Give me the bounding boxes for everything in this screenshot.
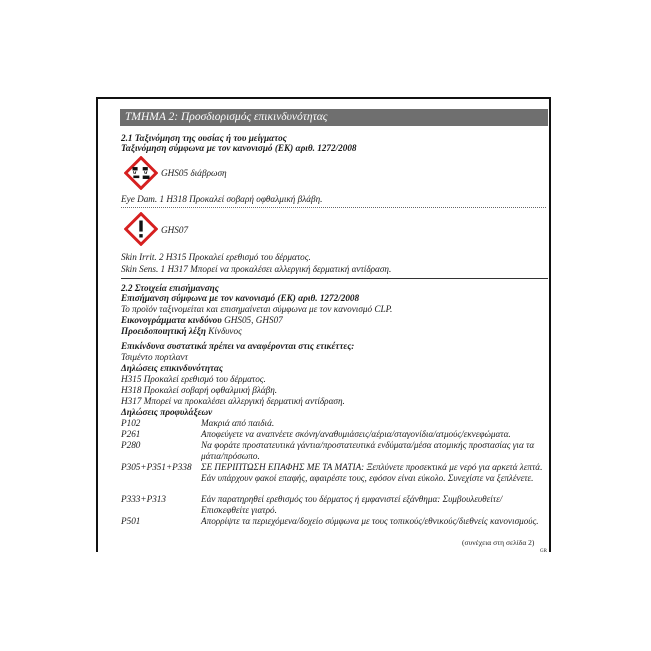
- precaution-text: Εάν παρατηρηθεί ερεθισμός του δέρματος ή εμφανιστεί εξάνθημα: Συμβουλευθείτε/Επισκεφθείτε γιατρό.: [201, 494, 503, 515]
- section-divider: [121, 278, 548, 279]
- hazard-statements-label: Δηλώσεις επικινδυνότητας: [121, 363, 224, 373]
- ghs07-exclamation-icon: [124, 212, 158, 246]
- precaution-code: P305+P351+P338: [121, 462, 192, 472]
- signal-word-line: [121, 326, 242, 337]
- page-corner-mark: GR: [540, 549, 547, 554]
- precaution-text: Αποφεύγετε να αναπνέετε σκόνη/αναθυμιάσεις/αέρια/σταγονίδια/ατμούς/εκνεφώματα.: [201, 429, 511, 439]
- continued-note: (συνέχεια στη σελίδα 2): [462, 538, 535, 547]
- clp-line: Το προϊόν ταξινομείται και επισημαίνεται σύμφωνα με τον κανονισμό CLP.: [121, 304, 393, 314]
- precaution-statements-label: Δηλώσεις προφυλάξεων: [121, 407, 213, 417]
- precaution-text: ΣΕ ΠΕΡΙΠΤΩΣΗ ΕΠΑΦΗΣ ΜΕ ΤΑ ΜΑΤΙΑ: Ξεπλύνετε προσεκτικά με νερό για αρκετά λεπτά. Εάν υπάρχουν φακοί επαφής, αφαιρέστε τους, εφόσον είναι εύκολο. Συνεχίστε να ξεπλένετε.: [201, 462, 543, 483]
- precaution-text: Μακριά από παιδιά.: [201, 418, 275, 428]
- skin-irrit-line: Skin Irrit. 2 H315 Προκαλεί ερεθισμό του δέρματος.: [121, 252, 311, 262]
- h318-line: H318 Προκαλεί σοβαρή οφθαλμική βλάβη.: [121, 385, 278, 395]
- ghs05-label: GHS05 διάβρωση: [161, 168, 227, 178]
- precaution-code: P261: [121, 429, 141, 439]
- dotted-divider: [121, 207, 546, 208]
- precaution-code: P501: [121, 516, 141, 526]
- pictograms-label: Εικονογράμματα κινδύνου: [121, 315, 222, 325]
- s22-title: 2.2 Στοιχεία επισήμανσης: [121, 283, 219, 293]
- s21-subtitle: Ταξινόμηση σύμφωνα με τον κανονισμό (ΕΚ) αριθ. 1272/2008: [121, 143, 357, 153]
- precaution-code: P280: [121, 440, 141, 450]
- eye-dam-line: Eye Dam. 1 H318 Προκαλεί σοβαρή οφθαλμική βλάβη.: [121, 194, 323, 204]
- section-header: ΤΜΗΜΑ 2: Προσδιορισμός επικινδυνότητας: [120, 109, 548, 126]
- components-label: Επικίνδυνα συστατικά πρέπει να αναφέρονται στις ετικέττες:: [121, 341, 355, 351]
- precaution-code: P102: [121, 418, 141, 428]
- signal-word-value: Κίνδυνος: [205, 326, 242, 336]
- skin-sens-line: Skin Sens. 1 H317 Μπορεί να προκαλέσει αλλεργική δερματική αντίδραση.: [121, 264, 392, 274]
- precaution-text: Να φοράτε προστατευτικά γάντια/προστατευτικά ενδύματα/μέσα ατομικής προστασίας για τα μάτια/πρόσωπο.: [201, 440, 535, 461]
- signal-word-label: Προειδοποιητική λέξη: [121, 326, 206, 336]
- ghs05-corrosion-icon: [124, 156, 158, 190]
- s21-title: 2.1 Ταξινόμηση της ουσίας ή του μείγματος: [121, 133, 287, 143]
- component-name: Τσιμέντο πορτλαντ: [121, 352, 188, 362]
- h317-line: H317 Μπορεί να προκαλέσει αλλεργική δερματική αντίδραση.: [121, 396, 345, 406]
- s22-subtitle: Επισήμανση σύμφωνα με τον κανονισμό (ΕΚ) αριθ. 1272/2008: [121, 293, 360, 303]
- precaution-text: Απορρίψτε τα περιεχόμενα/δοχείο σύμφωνα με τους τοπικούς/εθνικούς/διεθνείς κανονισμούς.: [201, 516, 539, 526]
- pictograms-value: GHS05, GHS07: [221, 315, 283, 325]
- pictograms-line: [121, 315, 283, 326]
- h315-line: H315 Προκαλεί ερεθισμό του δέρματος.: [121, 374, 266, 384]
- precaution-code: P333+P313: [121, 494, 166, 504]
- ghs07-label: GHS07: [161, 225, 189, 235]
